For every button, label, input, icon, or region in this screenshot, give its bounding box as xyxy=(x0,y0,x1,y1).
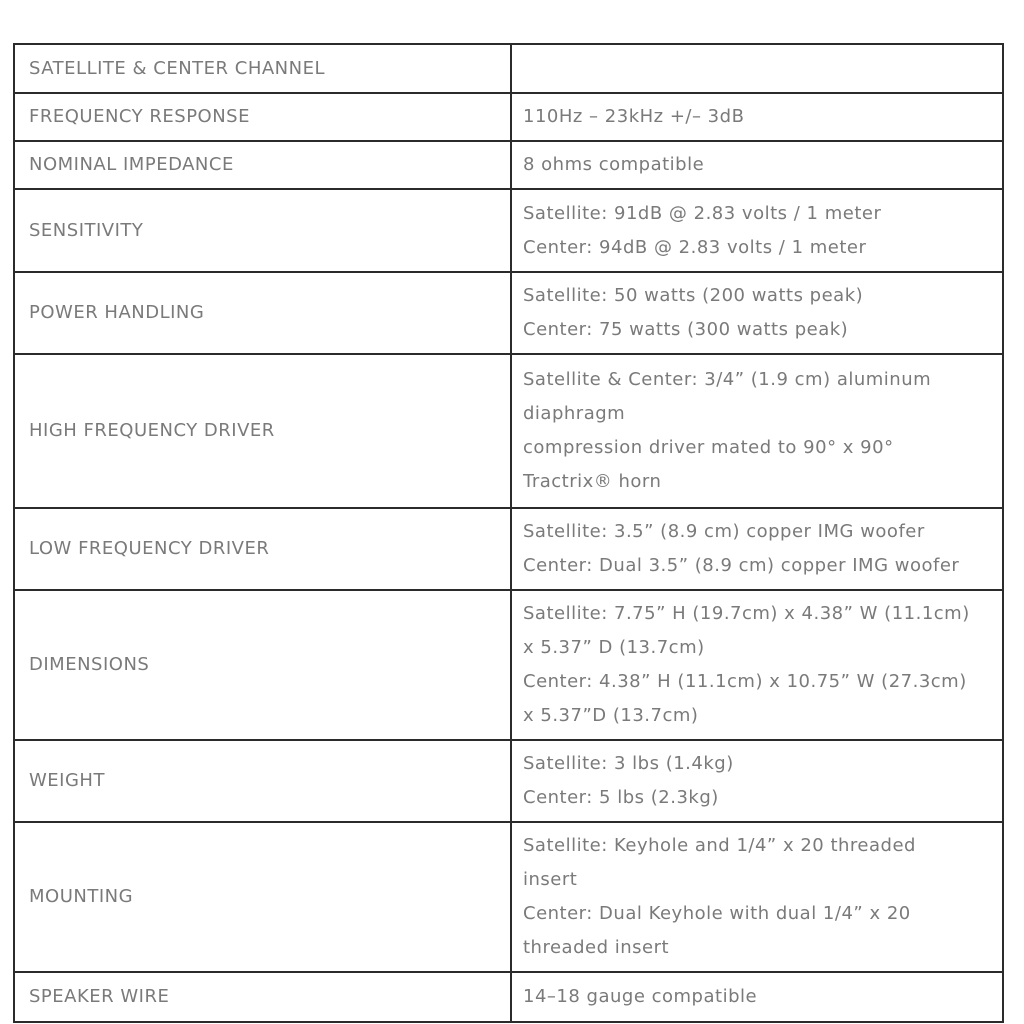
spec-label: WEIGHT xyxy=(14,740,511,822)
spec-value xyxy=(511,590,1003,740)
spec-label: POWER HANDLING xyxy=(14,272,511,354)
spec-value-line: Center: Dual Keyhole with dual 1/4” x 20 threaded insert xyxy=(523,903,911,958)
spec-value-line: Center: 5 lbs (2.3kg) xyxy=(523,787,719,808)
table-row-weight xyxy=(14,740,1003,822)
table-row-power-handling xyxy=(14,272,1003,354)
spec-value-empty xyxy=(511,44,1003,93)
table-row-dimensions xyxy=(14,590,1003,740)
spec-value xyxy=(511,740,1003,822)
table-row-frequency-response xyxy=(14,93,1003,141)
spec-value-line: Center: 4.38” H (11.1cm) x 10.75” W (27.3cm) x 5.37”D (13.7cm) xyxy=(523,671,967,726)
spec-label: FREQUENCY RESPONSE xyxy=(14,93,511,141)
table-row-speaker-wire xyxy=(14,972,1003,1022)
spec-value xyxy=(511,189,1003,272)
spec-value xyxy=(511,141,1003,189)
spec-value-line: 110Hz – 23kHz +/– 3dB xyxy=(523,106,745,127)
spec-value-line: Center: 75 watts (300 watts peak) xyxy=(523,319,849,340)
table-row-sensitivity xyxy=(14,189,1003,272)
table-row-low-frequency-driver xyxy=(14,508,1003,590)
spec-label: NOMINAL IMPEDANCE xyxy=(14,141,511,189)
table-row-high-frequency-driver xyxy=(14,354,1003,508)
spec-value-line: Satellite: 7.75” H (19.7cm) x 4.38” W (11.1cm) x 5.37” D (13.7cm) xyxy=(523,603,970,658)
spec-label: SENSITIVITY xyxy=(14,189,511,272)
spec-value-line: 8 ohms compatible xyxy=(523,154,705,175)
spec-value-line: Satellite: 50 watts (200 watts peak) xyxy=(523,285,864,306)
spec-value-line: Satellite: Keyhole and 1/4” x 20 threaded insert xyxy=(523,835,916,890)
spec-label: MOUNTING xyxy=(14,822,511,972)
spec-value xyxy=(511,822,1003,972)
spec-value-line: Center: 94dB @ 2.83 volts / 1 meter xyxy=(523,236,867,258)
spec-table xyxy=(13,43,1004,1023)
table-row-mounting xyxy=(14,822,1003,972)
spec-value xyxy=(511,354,1003,508)
spec-label: SPEAKER WIRE xyxy=(14,972,511,1022)
spec-value-line: Center: Dual 3.5” (8.9 cm) copper IMG woofer xyxy=(523,555,960,576)
spec-value-line: Satellite: 91dB @ 2.83 volts / 1 meter xyxy=(523,202,882,224)
table-row-satellite-center-channel xyxy=(14,44,1003,93)
spec-value xyxy=(511,93,1003,141)
spec-value-line: Satellite: 3 lbs (1.4kg) xyxy=(523,753,734,774)
table-row-nominal-impedance xyxy=(14,141,1003,189)
spec-value xyxy=(511,272,1003,354)
spec-value-line: 14–18 gauge compatible xyxy=(523,986,758,1007)
spec-label: LOW FREQUENCY DRIVER xyxy=(14,508,511,590)
spec-value-line: Satellite & Center: 3/4” (1.9 cm) aluminum diaphragm xyxy=(523,369,932,424)
spec-value-line: compression driver mated to 90° x 90° Tractrix® horn xyxy=(523,437,894,492)
spec-label: SATELLITE & CENTER CHANNEL xyxy=(14,44,511,93)
spec-value xyxy=(511,508,1003,590)
spec-label: DIMENSIONS xyxy=(14,590,511,740)
spec-value xyxy=(511,972,1003,1022)
spec-value-line: Satellite: 3.5” (8.9 cm) copper IMG woofer xyxy=(523,521,925,542)
spec-label: HIGH FREQUENCY DRIVER xyxy=(14,354,511,508)
